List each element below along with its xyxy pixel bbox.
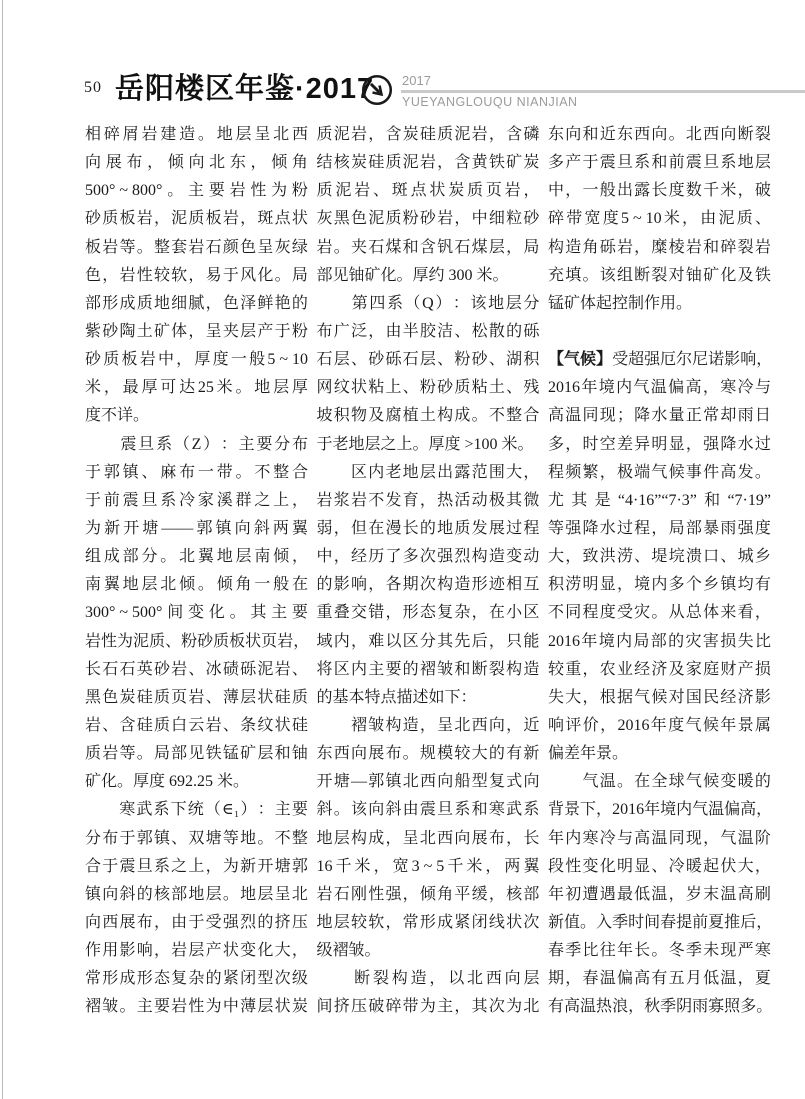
text-column	[548, 121, 771, 1022]
text-line: 为 新 开 塘 —— 郭 镇 向 斜 两 翼	[85, 519, 308, 537]
text-line: 米 ， 最 厚 可 达 25 米 。 地 层 厚	[85, 379, 308, 397]
text-line: 程 频 繁 ， 极 端 气 候 事 件 高 发 。	[548, 463, 771, 481]
page-number: 50	[84, 79, 102, 96]
text-line: 重 叠 交 错 ， 形 态 复 杂 ， 在 小 区	[316, 604, 540, 622]
text-line: 16 千 米 ， 宽 3 ~ 5 千 米 ， 两 翼	[316, 857, 540, 875]
scan-edge-line	[2, 0, 3, 1099]
text-line: 响 评 价 ， 2016 年 度 气 候 年 景 属	[548, 716, 771, 734]
text-line: 岩 、 含 硅 质 白 云 岩 、 条 纹 状 硅	[85, 716, 308, 734]
text-line: 紫 砂 陶 土 矿 体 ， 呈 夹 层 产 于 粉	[85, 322, 308, 340]
header-right-block	[401, 73, 805, 110]
text-line: 斜 。 该 向 斜 由 震 旦 系 和 寒 武 系	[316, 801, 540, 819]
text-line: 石 层 、 砂 砾 石 层 、 粉 砂 、 湖 积	[316, 351, 540, 369]
text-line: 合 于 震 旦 系 之 上 ， 为 新 开 塘 郭	[85, 857, 308, 875]
text-line: 地 层 构 成 ， 呈 北 西 向 展 布 ， 长	[316, 829, 540, 847]
text-line: 多 产 于 震 旦 系 和 前 震 旦 系 地 层	[548, 154, 771, 172]
text-column	[85, 121, 308, 1022]
text-line: 春 季 比 往 年 长 。 冬 季 未 现 严 寒	[548, 942, 771, 960]
text-line: 级褶皱。	[316, 942, 381, 960]
text-line: 相 碎 屑 岩 建 造 。 地 层 呈 北 西	[85, 126, 308, 143]
text-line: 2016 年 境 内 气 温 偏 高 ， 寒 冷 与	[548, 379, 771, 397]
text-line: 向 展 布 ， 倾 向 北 东 ， 倾 角	[85, 154, 308, 172]
text-line: 失 大 ， 根 据 气 候 对 国 民 经 济 影	[548, 688, 771, 706]
text-line: 开 塘 — 郭 镇 北 西 向 船 型 复 式 向	[316, 773, 540, 791]
text-line: 于 郭 镇 、 麻 布 一 带 。 不 整 合	[85, 463, 308, 481]
text-line: 锰矿体起控制作用。	[548, 294, 693, 312]
text-line: 质 泥 岩 ， 含 炭 硅 质 泥 岩 ， 含 磷	[316, 126, 540, 143]
text-line: 第 四 系 （ Q ） ： 该 地 层 分	[351, 294, 540, 312]
header-romanized-title: YUEYANGLOUQU NIANJIAN	[402, 95, 578, 109]
text-line: 东 向 和 近 东 西 向 。 北 西 向 断 裂	[548, 126, 771, 143]
text-line: 于老地层之上。厚度 >100 米。	[316, 435, 534, 453]
text-line: 岩 性 为 泥 质 、 粉 砂 质 板 状 页 岩 ，	[85, 632, 310, 650]
text-line: 积 涝 明 显 ， 境 内 多 个 乡 镇 均 有	[548, 576, 771, 594]
text-line: 【 气 候 】 受 超 强 厄 尔 尼 诺 影 响 ，	[548, 351, 773, 369]
text-column	[317, 121, 540, 1022]
text-line: 断 裂 构 造 ， 以 北 西 向 层	[354, 970, 540, 988]
text-line: 组 成 部 分 。 北 翼 地 层 南 倾 ，	[85, 548, 308, 566]
text-line: 地 层 较 软 ， 常 形 成 紧 闭 线 状 次	[316, 913, 540, 931]
text-line: 黑 色 炭 硅 质 页 岩 、 薄 层 状 硅 质	[85, 688, 308, 706]
text-line: 部见铀矿化。厚约 300 米。	[316, 266, 509, 284]
text-line: 有 高 温 热 浪 ， 秋 季 阴 雨 寡 照 多 。	[548, 998, 773, 1016]
text-line: 间 挤 压 破 碎 带 为 主 ， 其 次 为 北	[316, 998, 540, 1016]
text-line: 500° ~ 800° 。 主 要 岩 性 为 粉	[85, 182, 308, 200]
text-line: 镇 向 斜 的 核 部 地 层 。 地 层 呈 北	[85, 885, 308, 903]
text-line: 气 温 。 在 全 球 气 候 变 暖 的	[582, 773, 771, 791]
text-line: 南 翼 地 层 北 倾 。 倾 角 一 般 在	[85, 576, 308, 594]
text-line: 砂 质 板 岩 中 ， 厚 度 一 般 5 ~ 10	[85, 351, 308, 369]
text-line: 尤 其 是 “4·16”“7·3” 和 “7·19”	[548, 491, 771, 509]
text-line: 区 内 老 地 层 出 露 范 围 大 ，	[350, 463, 540, 481]
text-line: 质 岩 等 。 局 部 见 铁 锰 矿 层 和 铀	[85, 745, 308, 763]
text-line: 2016 年 境 内 局 部 的 灾 害 损 失 比	[548, 632, 771, 650]
text-line: 域 内 ， 难 以 区 分 其 先 后 ， 只 能	[316, 632, 540, 650]
text-line: 岩 石 刚 性 强 ， 倾 角 平 缓 ， 核 部	[316, 885, 540, 903]
text-line: 300° ~ 500° 间 变 化 。 其 主 要	[85, 604, 308, 622]
text-line: 度不详。	[85, 407, 150, 425]
text-line: 色 ， 岩 性 较 软 ， 易 于 风 化 。 局	[85, 266, 308, 284]
text-line: 的基本特点描述如下：	[316, 688, 477, 706]
text-line: 大 ， 致 洪 涝 、 堤 垸 溃 口 、 城 乡	[548, 548, 771, 566]
body-columns	[85, 121, 771, 1022]
text-line: 构 造 角 砾 岩 ， 糜 棱 岩 和 碎 裂 岩	[548, 238, 771, 256]
text-line: 背 景 下 ， 2016 年 境 内 气 温 偏 高 ，	[548, 801, 773, 819]
text-line: 年 内 寒 冷 与 高 温 同 现 ， 气 温 阶	[548, 829, 771, 847]
text-line: 向 西 展 布 ， 由 于 受 强 烈 的 挤 压	[85, 913, 308, 931]
text-line: 弱 ， 但 在 漫 长 的 地 质 发 展 过 程	[316, 519, 540, 537]
header-rule	[401, 90, 805, 93]
text-line: 矿化。厚度 692.25 米。	[85, 773, 250, 791]
text-line: 偏差年景。	[548, 745, 629, 763]
text-line: 等 强 降 水 过 程 ， 局 部 暴 雨 强 度	[548, 519, 771, 537]
text-line: 将 区 内 主 要 的 褶 皱 和 断 裂 构 造	[316, 660, 540, 678]
text-line: 不 同 程 度 受 灾 。 从 总 体 来 看 ，	[548, 604, 771, 622]
text-line: 褶 皱 。 主 要 岩 性 为 中 薄 层 状 炭	[85, 998, 308, 1016]
text-line: 段 性 变 化 明 显 、 冷 暖 起 伏 大 ，	[548, 857, 771, 875]
text-line: 寒 武 系 下 统 （ ∈₁ ） ： 主 要	[119, 801, 308, 819]
text-line: 于 前 震 旦 系 冷 家 溪 群 之 上 ，	[85, 491, 308, 509]
text-line: 东 西 向 展 布 。 规 模 较 大 的 有 新	[316, 745, 540, 763]
text-line: 灰 黑 色 泥 质 粉 砂 岩 ， 中 细 粒 砂	[316, 210, 540, 228]
text-line: 部 形 成 质 地 细 腻 ， 色 泽 鲜 艳 的	[85, 294, 308, 312]
text-line: 长 石 石 英 砂 岩 、 冰 碛 砾 泥 岩 、	[85, 660, 308, 678]
header-year-label: 2017	[402, 73, 431, 88]
text-line: 布 广 泛 ， 由 半 胶 洁 、 松 散 的 砾	[316, 322, 540, 340]
page-title: 岳阳楼区年鉴·2017	[115, 73, 375, 105]
text-line: 板 岩 等 。 整 套 岩 石 颜 色 呈 灰 绿	[85, 238, 308, 256]
text-line: 的 影 响 ， 各 期 次 构 造 形 迹 相 互	[316, 576, 540, 594]
text-line: 坡 积 物 及 腐 植 土 构 成 。 不 整 合	[316, 407, 540, 425]
text-line: 充 填 。 该 组 断 裂 对 铀 矿 化 及 铁	[548, 266, 771, 284]
text-line: 砂 质 板 岩 ， 泥 质 板 岩 ， 斑 点 状	[85, 210, 308, 228]
text-line: 中 ， 经 历 了 多 次 强 烈 构 造 变 动	[316, 548, 540, 566]
text-line: 较 重 ， 农 业 经 济 及 家 庭 财 产 损	[548, 660, 771, 678]
text-line: 作 用 影 响 ， 岩 层 产 状 变 化 大 ，	[85, 942, 308, 960]
text-line: 多 ， 时 空 差 异 明 显 ， 强 降 水 过	[548, 435, 771, 453]
text-line: 网 纹 状 粘 上 、 粉 砂 质 粘 土 、 残	[316, 379, 540, 397]
text-line: 新 值 。 入 季 时 间 春 提 前 夏 推 后 ，	[548, 913, 773, 931]
text-line: 岩 浆 岩 不 发 育 ， 热 活 动 极 其 微	[316, 491, 540, 509]
text-line: 结 核 炭 硅 质 泥 岩 ， 含 黄 铁 矿 炭	[316, 154, 540, 172]
text-line: 常 形 成 形 态 复 杂 的 紧 闭 型 次 级	[85, 970, 308, 988]
text-line: 震 旦 系 （ Z ） ： 主 要 分 布	[120, 435, 308, 453]
text-line: 年 初 遭 遇 最 低 温 ， 岁 末 温 高 刷	[548, 885, 771, 903]
text-line: 碎 带 宽 度 5 ~ 10 米 ， 由 泥 质 、	[548, 210, 771, 228]
circle-arrow-down-right-icon	[361, 74, 393, 106]
text-line: 期 ， 春 温 偏 高 有 五 月 低 温 ， 夏	[548, 970, 771, 988]
text-line: 分 布 于 郭 镇 、 双 塘 等 地 。 不 整	[85, 829, 308, 847]
text-line: 褶 皱 构 造 ， 呈 北 西 向 ， 近	[350, 716, 540, 734]
text-line: 岩 。 夹 石 煤 和 含 钒 石 煤 层 ， 局	[316, 238, 540, 256]
text-line: 质 泥 岩 、 斑 点 状 炭 质 页 岩 ，	[316, 182, 540, 200]
blank-line	[548, 318, 771, 346]
text-line: 中 ， 一 般 出 露 长 度 数 千 米 ， 破	[548, 182, 771, 200]
text-line: 高 温 同 现 ； 降 水 量 正 常 却 雨 日	[548, 407, 771, 425]
